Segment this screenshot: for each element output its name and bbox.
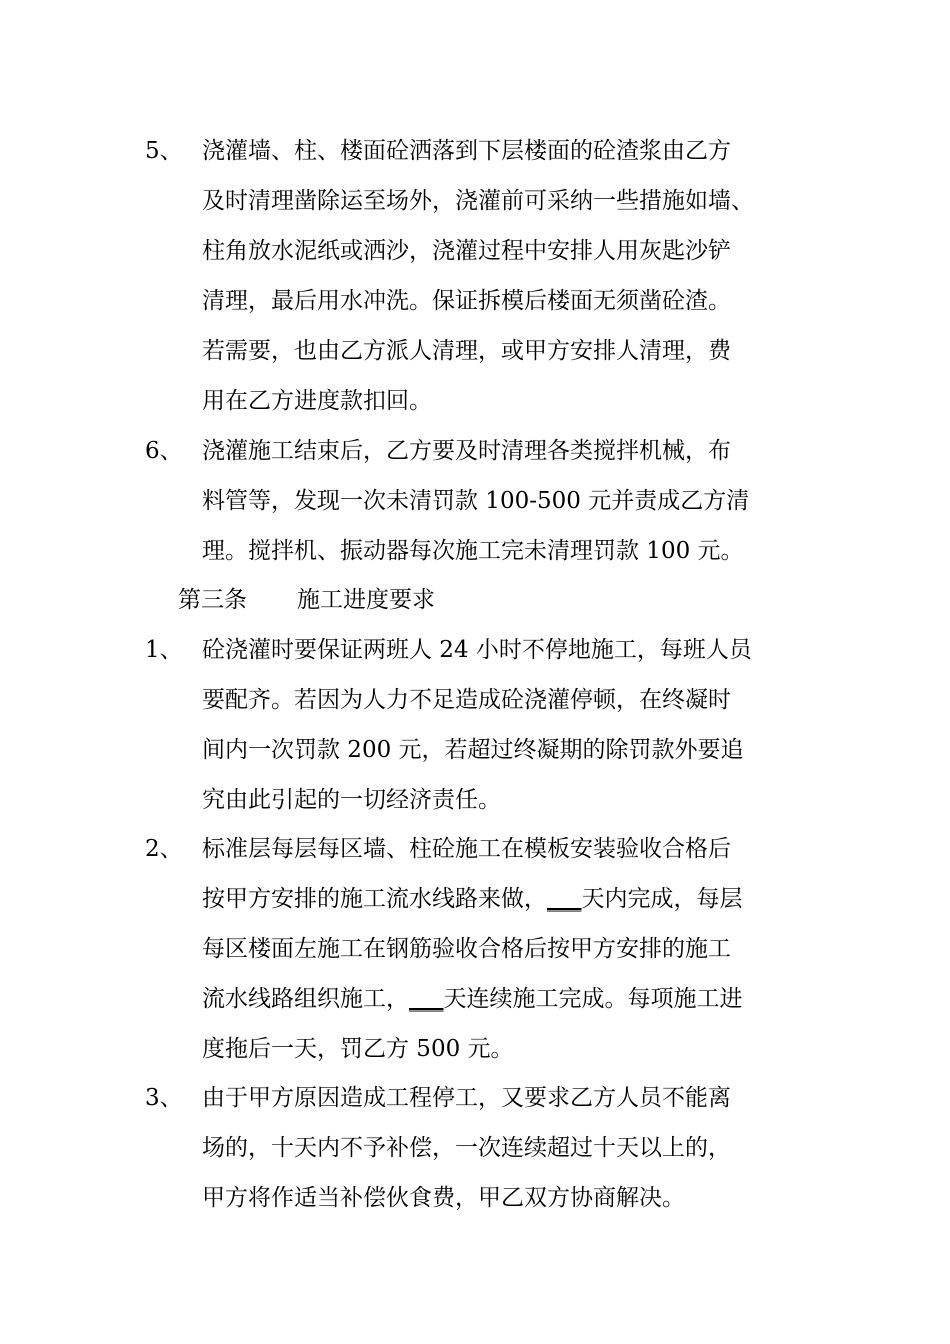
item-text-line: 标准层每层每区墙、柱砼施工在模板安装验收合格后 (202, 836, 731, 862)
item-text-line (202, 984, 743, 1014)
item-number: 6、 (145, 438, 183, 464)
item-text-line: 理。搅拌机、振动器每次施工完未清理罚款 100 元。 (202, 538, 744, 564)
text-before-blank: 按甲方安排的施工流水线路来做， (202, 886, 547, 912)
item-text-line: 及时清理凿除运至场外，浇灌前可采纳一些措施如墙、 (202, 188, 754, 214)
item-text-line: 究由此引起的一切经济责任。 (202, 787, 501, 813)
text-after-blank: 天连续施工完成。每项施工进 (443, 986, 743, 1012)
item-text-line: 砼浇灌时要保证两班人 24 小时不停地施工，每班人员 (202, 637, 752, 663)
item-text-line: 浇灌墙、柱、楼面砼洒落到下层楼面的砼渣浆由乙方 (202, 138, 731, 164)
item-text-line: 甲方将作适当补偿伙食费，甲乙双方协商解决。 (202, 1185, 685, 1211)
text-after-blank: 天内完成，每层 (581, 886, 743, 912)
item-number: 1、 (145, 637, 183, 663)
item-text-line: 度拖后一天，罚乙方 500 元。 (202, 1036, 514, 1062)
item-text-line: 用在乙方进度款扣回。 (202, 388, 432, 414)
item-text-line: 间内一次罚款 200 元，若超过终凝期的除罚款外要追 (202, 737, 744, 763)
section-heading (178, 585, 435, 615)
item-text-line: 柱角放水泥纸或洒沙，浇灌过程中安排人用灰匙沙铲 (202, 238, 731, 264)
section-title: 施工进度要求 (297, 587, 435, 613)
fill-in-blank: ___ (547, 886, 582, 912)
item-text-line: 要配齐。若因为人力不足造成砼浇灌停顿，在终凝时 (202, 687, 731, 713)
item-text-line: 由于甲方原因造成工程停工，又要求乙方人员不能离 (202, 1085, 731, 1111)
item-text-line: 每区楼面左施工在钢筋验收合格后按甲方安排的施工 (202, 936, 731, 962)
item-text-line: 场的，十天内不予补偿，一次连续超过十天以上的， (202, 1135, 731, 1161)
item-text-line: 料管等，发现一次未清罚款 100-500 元并责成乙方清 (202, 488, 750, 514)
section-label: 第三条 (178, 587, 247, 613)
item-number: 5、 (145, 138, 183, 164)
item-number: 2、 (145, 836, 183, 862)
item-text-line: 浇灌施工结束后，乙方要及时清理各类搅拌机械，布 (202, 438, 731, 464)
text-before-blank: 流水线路组织施工， (202, 986, 409, 1012)
item-text-line: 清理，最后用水冲洗。保证拆模后楼面无须凿砼渣。 (202, 288, 731, 314)
item-text-line: 若需要，也由乙方派人清理，或甲方安排人清理，费 (202, 338, 731, 364)
fill-in-blank: ___ (409, 986, 444, 1012)
item-number: 3、 (145, 1085, 183, 1111)
item-text-line (202, 884, 743, 914)
